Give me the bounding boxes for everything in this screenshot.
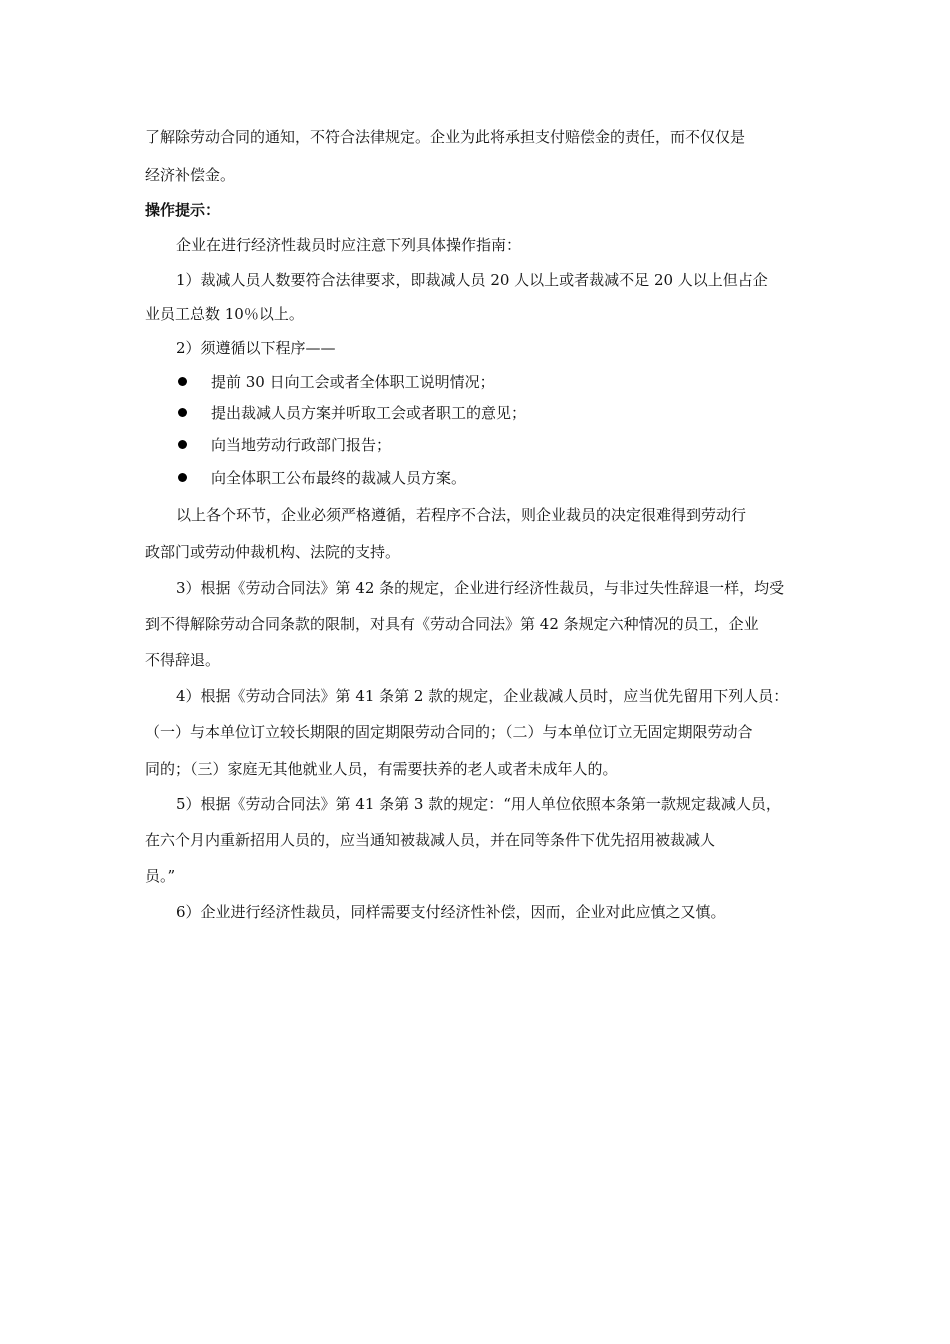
paragraph-line: 以上各个环节，企业必须严格遵循，若程序不合法，则企业裁员的决定很难得到劳动行 bbox=[176, 506, 747, 524]
paragraph-line: 政部门或劳动仲裁机构、法院的支持。 bbox=[145, 543, 401, 561]
item-4-line: 4）根据《劳动合同法》第 41 条第 2 款的规定，企业裁减人员时，应当优先留用下列人员： bbox=[176, 687, 789, 705]
bullet-item: 提前 30 日向工会或者全体职工说明情况； bbox=[211, 373, 495, 391]
bullet-dot-icon bbox=[178, 440, 187, 449]
bullet-item: 向当地劳动行政部门报告； bbox=[211, 436, 392, 454]
paragraph-line: 了解除劳动合同的通知，不符合法律规定。企业为此将承担支付赔偿金的责任，而不仅仅是 bbox=[145, 128, 746, 146]
bullet-dot-icon bbox=[178, 377, 187, 386]
item-3-line: 3）根据《劳动合同法》第 42 条的规定，企业进行经济性裁员，与非过失性辞退一样，均受 bbox=[176, 579, 785, 597]
item-1-line: 1）裁减人员人数要符合法律要求，即裁减人员 20 人以上或者裁减不足 20 人以上但占企 bbox=[176, 271, 768, 289]
intro-text: 企业在进行经济性裁员时应注意下列具体操作指南： bbox=[176, 236, 522, 254]
item-5-line: 在六个月内重新招用人员的，应当通知被裁减人员，并在同等条件下优先招用被裁减人 bbox=[145, 831, 716, 849]
item-4-line: （一）与本单位订立较长期限的固定期限劳动合同的；（二）与本单位订立无固定期限劳动合 bbox=[145, 723, 753, 741]
item-5-line: 5）根据《劳动合同法》第 41 条第 3 款的规定：“用人单位依照本条第一款规定裁减人员， bbox=[176, 795, 781, 813]
item-2: 2）须遵循以下程序—— bbox=[176, 339, 336, 357]
paragraph-line: 经济补偿金。 bbox=[145, 166, 236, 184]
bullet-item: 提出裁减人员方案并听取工会或者职工的意见； bbox=[211, 404, 527, 422]
item-1-line: 业员工总数 10％以上。 bbox=[145, 305, 304, 323]
item-4-line: 同的；（三）家庭无其他就业人员，有需要扶养的老人或者未成年人的。 bbox=[145, 760, 618, 778]
bullet-dot-icon bbox=[178, 408, 187, 417]
item-3-line: 到不得解除劳动合同条款的限制，对具有《劳动合同法》第 42 条规定六种情况的员工，企业 bbox=[145, 615, 759, 633]
item-3-line: 不得辞退。 bbox=[145, 651, 221, 669]
section-heading: 操作提示： bbox=[145, 201, 221, 219]
item-5-line: 员。” bbox=[145, 867, 176, 885]
item-6: 6）企业进行经济性裁员，同样需要支付经济性补偿，因而，企业对此应慎之又慎。 bbox=[176, 903, 726, 921]
bullet-dot-icon bbox=[178, 473, 187, 482]
bullet-item: 向全体职工公布最终的裁减人员方案。 bbox=[211, 469, 467, 487]
